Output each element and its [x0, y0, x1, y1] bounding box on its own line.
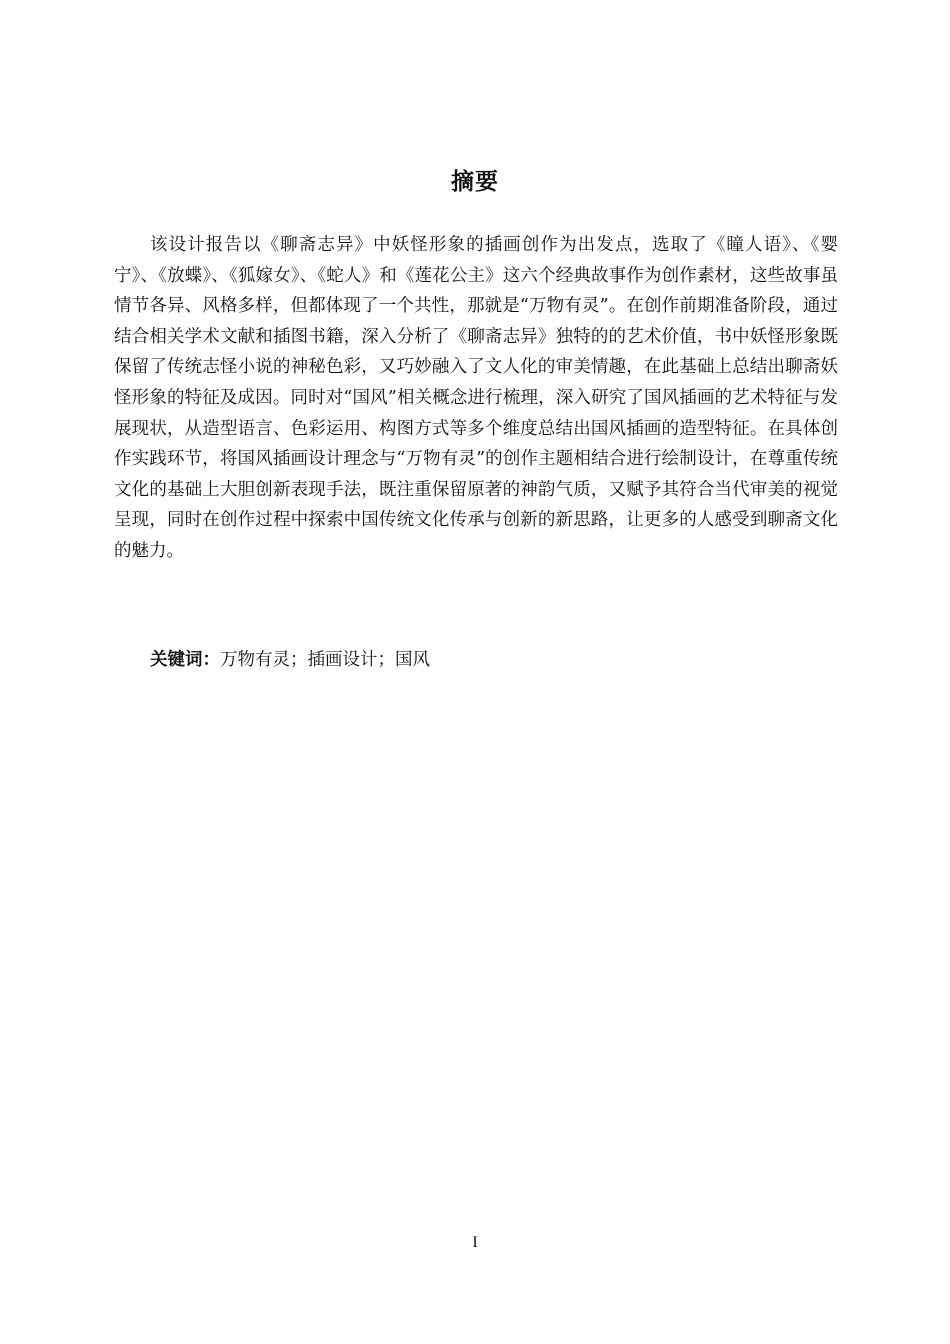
abstract-body — [114, 230, 838, 567]
abstract-paragraph: 该设计报告以《聊斋志异》中妖怪形象的插画创作为出发点，选取了《瞳人语》、《婴宁》、《放蝶》、《狐嫁女》、《蛇人》和《莲花公主》这六个经典故事作为创作素材，这些故事虽情节各异、风格多样，但都体现了一个共性，那就是“万物有灵”。在创作前期准备阶段，通过结合相关学术文献和插图书籍，深入分析了《聊斋志异》独特的的艺术价值，书中妖怪形象既保留了传统志怪小说的神秘色彩，又巧妙融入了文人化的审美情趣，在此基础上总结出聊斋妖怪形象的特征及成因。同时对“国风”相关概念进行梳理，深入研究了国风插画的艺术特征与发展现状，从造型语言、色彩运用、构图方式等多个维度总结出国风插画的造型特征。在具体创作实践环节，将国风插画设计理念与“万物有灵”的创作主题相结合进行绘制设计，在尊重传统文化的基础上大胆创新表现手法，既注重保留原著的神韵气质，又赋予其符合当代审美的视觉呈现，同时在创作过程中探索中国传统文化传承与创新的新思路，让更多的人感受到聊斋文化的魅力。 — [114, 235, 838, 561]
keywords-value: 万物有灵；插画设计；国风 — [220, 650, 430, 670]
page-number: I — [472, 1234, 478, 1251]
keywords-label: 关键词： — [150, 650, 220, 670]
keywords-line — [150, 646, 430, 674]
abstract-title: 摘要 — [451, 169, 499, 195]
